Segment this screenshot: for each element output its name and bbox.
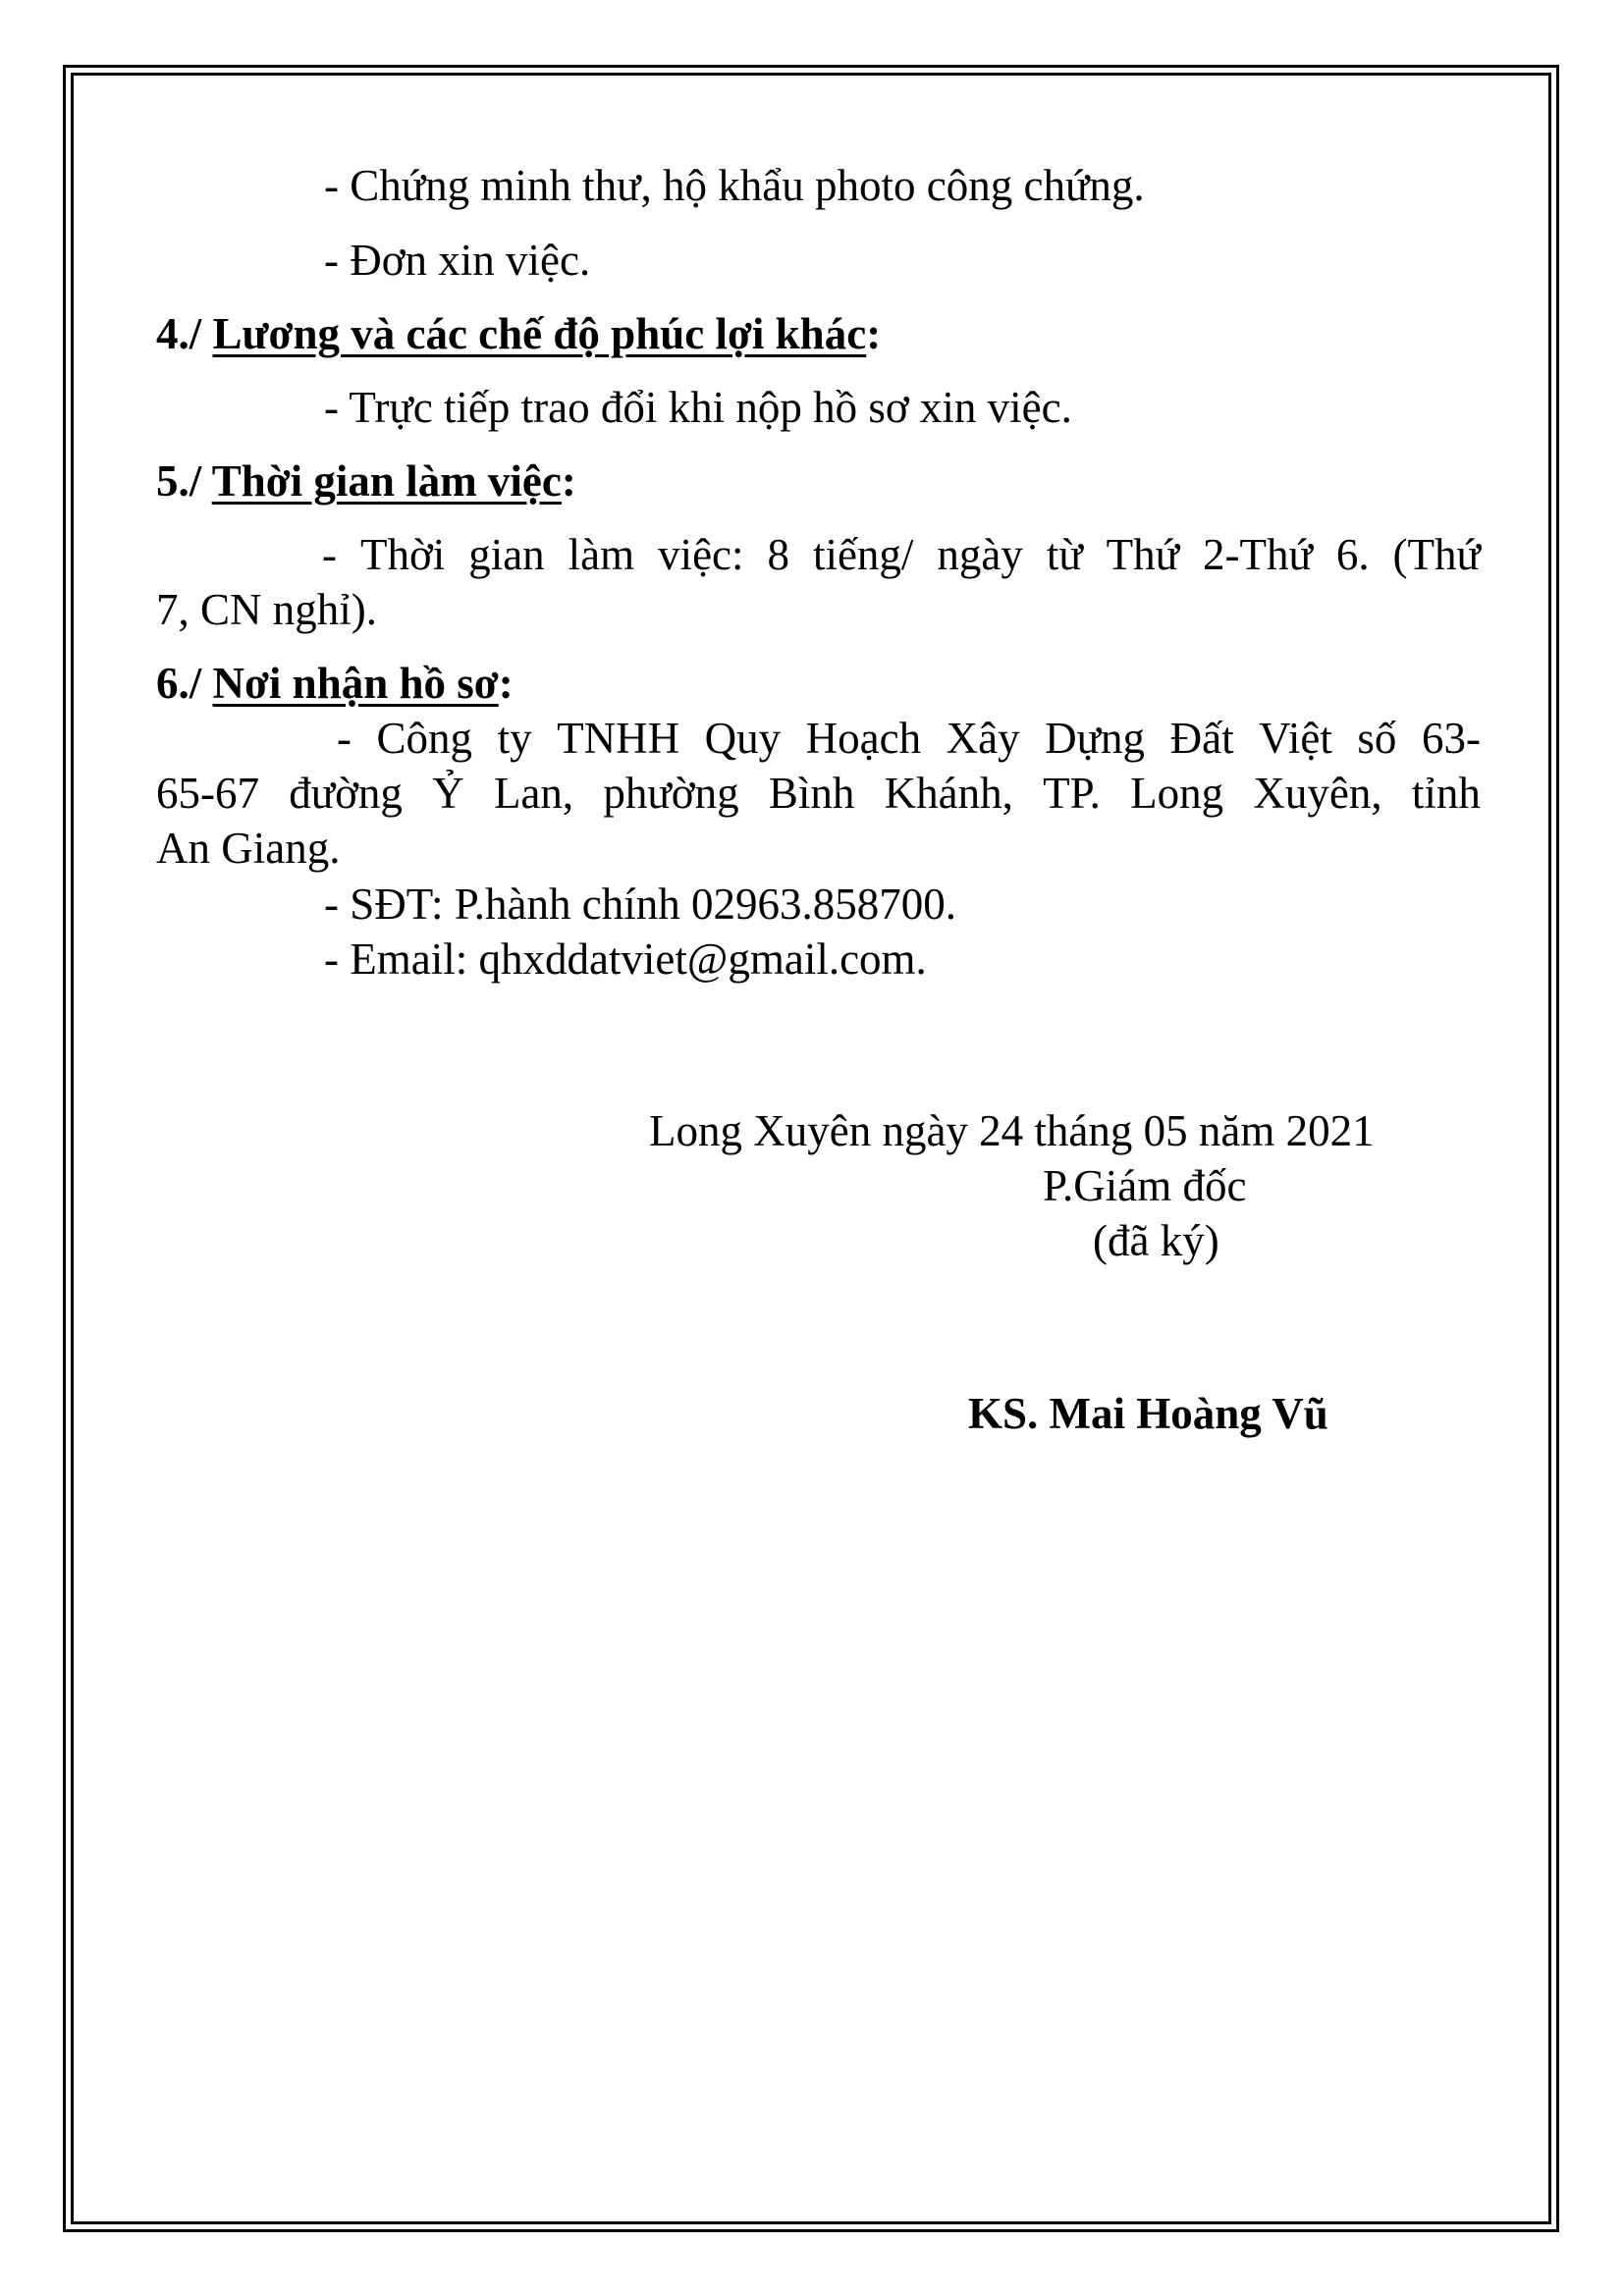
section-5-number: 5./ [156, 456, 202, 506]
word: Bình [768, 769, 855, 818]
section-5-colon: : [561, 456, 576, 506]
signature-name: KS. Mai Hoàng Vũ [968, 1389, 1328, 1438]
word: Dựng [1045, 714, 1146, 763]
section-4-item-salary: - Trực tiếp trao đổi khi nộp hồ sơ xin việc. [324, 383, 1072, 432]
word: 8 [767, 530, 789, 579]
word: đường [289, 769, 403, 818]
section-6-email: - Email: qhxddatviet@gmail.com. [324, 934, 927, 984]
word: Lan, [493, 769, 574, 818]
section-6-address-line-2 [156, 766, 1481, 821]
word: Xuyên, [1253, 769, 1382, 818]
section-4-heading [156, 306, 881, 361]
word: Đất [1169, 714, 1234, 763]
word: tỉnh [1411, 769, 1481, 818]
word: gian [468, 530, 545, 579]
word: Khánh, [884, 769, 1013, 818]
signature-signed-note: (đã ký) [1093, 1216, 1219, 1265]
signature-date: Long Xuyên ngày 24 tháng 05 năm 2021 [649, 1106, 1375, 1155]
section-6-colon: : [498, 659, 514, 708]
word: - [337, 714, 352, 763]
section-4-title: Lương và các chế độ phúc lợi khác [212, 309, 867, 358]
word: TNHH [557, 714, 680, 763]
word: số [1357, 714, 1397, 763]
section-5-heading [156, 454, 576, 508]
document-item-application-letter: - Đơn xin việc. [324, 236, 591, 285]
word: 65-67 [156, 769, 259, 818]
word: ngày [937, 530, 1023, 579]
word: TP. [1043, 769, 1101, 818]
word: 63- [1421, 714, 1481, 763]
section-4-number: 4./ [156, 309, 202, 358]
word: làm [568, 530, 635, 579]
word: (Thứ [1392, 530, 1481, 579]
word: Công [376, 714, 473, 763]
document-item-id-card: - Chứng minh thư, hộ khẩu photo công chứng. [324, 161, 1145, 210]
word: Việt [1259, 714, 1332, 763]
word: - [322, 530, 337, 579]
section-6-number: 6./ [156, 659, 202, 708]
word: Xây [946, 714, 1020, 763]
word: 2-Thứ [1203, 530, 1313, 579]
word: Quy [704, 714, 782, 763]
section-6-address-line-1 [337, 711, 1481, 766]
section-5-hours-line-2: 7, CN nghỉ). [156, 585, 377, 634]
word: Thời [359, 530, 446, 579]
word: việc: [658, 530, 744, 579]
section-6-address-line-3: An Giang. [156, 824, 341, 873]
signature-position: P.Giám đốc [1043, 1161, 1247, 1210]
word: phường [603, 769, 739, 818]
word: ty [497, 714, 532, 763]
word: tiếng/ [812, 530, 914, 579]
word: 6. [1335, 530, 1370, 579]
section-6-heading [156, 656, 514, 711]
word: Hoạch [805, 714, 922, 763]
word: Thứ [1106, 530, 1180, 579]
section-5-title: Thời gian làm việc [211, 456, 562, 506]
word: từ [1046, 530, 1083, 579]
section-4-colon: : [866, 309, 882, 358]
section-6-phone: - SĐT: P.hành chính 02963.858700. [324, 880, 956, 929]
word: Long [1130, 769, 1224, 818]
section-6-title: Nơi nhận hồ sơ [212, 659, 499, 708]
word: Ỷ [432, 769, 464, 818]
section-5-hours-line [322, 527, 1481, 582]
